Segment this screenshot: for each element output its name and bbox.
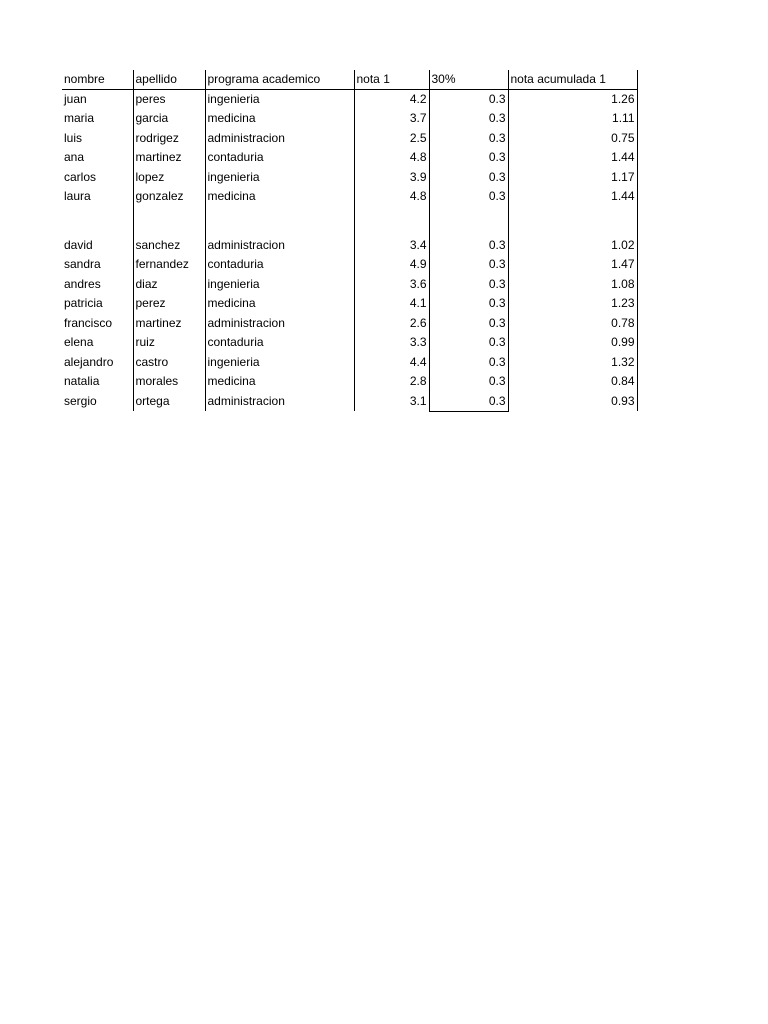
cell-apellido: morales <box>133 372 205 392</box>
header-nota-1: nota 1 <box>354 70 429 90</box>
table-row <box>62 148 637 168</box>
table-row <box>62 275 637 295</box>
table-row <box>62 90 637 110</box>
cell-nota-1: 4.8 <box>354 148 429 168</box>
cell-porcentaje <box>429 207 508 236</box>
cell-apellido: martinez <box>133 148 205 168</box>
cell-nombre: ana <box>64 150 85 165</box>
cell-nota-acumulada: 0.84 <box>508 372 637 392</box>
table-row <box>62 168 637 188</box>
header-30-percent: 30% <box>429 70 508 90</box>
cell-apellido: sanchez <box>133 236 205 256</box>
cell-porcentaje: 0.3 <box>429 353 508 373</box>
table-row <box>62 129 637 149</box>
table-row <box>62 314 637 334</box>
cell-nota-1: 3.6 <box>354 275 429 295</box>
cell-programa <box>205 207 354 236</box>
cell-nota-1: 3.4 <box>354 236 429 256</box>
cell-nombre: david <box>64 237 93 252</box>
cell-apellido: castro <box>133 353 205 373</box>
cell-nota-acumulada: 1.26 <box>508 90 637 110</box>
cell-programa: medicina <box>205 109 354 129</box>
cell-porcentaje: 0.3 <box>429 333 508 353</box>
cell-apellido: perez <box>133 294 205 314</box>
table-row <box>62 372 637 392</box>
cell-nota-1: 3.9 <box>354 168 429 188</box>
cell-nombre: luis <box>64 130 83 145</box>
cell-nota-acumulada: 1.23 <box>508 294 637 314</box>
cell-nota-acumulada: 1.08 <box>508 275 637 295</box>
cell-programa: administracion <box>205 236 354 256</box>
cell-programa: ingenieria <box>205 90 354 110</box>
table-row <box>62 294 637 314</box>
cell-nota-1: 3.7 <box>354 109 429 129</box>
cell-apellido: garcia <box>133 109 205 129</box>
cell-apellido: diaz <box>133 275 205 295</box>
cell-nota-1: 2.6 <box>354 314 429 334</box>
cell-programa: contaduria <box>205 333 354 353</box>
cell-porcentaje: 0.3 <box>429 168 508 188</box>
table-row <box>62 333 637 353</box>
cell-nombre: natalia <box>64 374 100 389</box>
cell-porcentaje: 0.3 <box>429 314 508 334</box>
cell-nota-1: 3.1 <box>354 392 429 412</box>
cell-nota-1: 3.3 <box>354 333 429 353</box>
cell-porcentaje: 0.3 <box>429 275 508 295</box>
cell-nota-acumulada: 1.44 <box>508 148 637 168</box>
cell-porcentaje: 0.3 <box>429 392 508 412</box>
cell-porcentaje: 0.3 <box>429 129 508 149</box>
cell-apellido: ortega <box>133 392 205 412</box>
cell-apellido: lopez <box>133 168 205 188</box>
header-nombre: nombre <box>62 70 133 90</box>
table-row <box>62 255 637 275</box>
table-row <box>62 109 637 129</box>
spreadsheet <box>62 70 638 412</box>
cell-programa: ingenieria <box>205 275 354 295</box>
cell-apellido: gonzalez <box>133 187 205 207</box>
cell-nombre: andres <box>64 276 101 291</box>
cell-nota-acumulada: 1.17 <box>508 168 637 188</box>
cell-nombre: sandra <box>64 257 101 272</box>
cell-nota-acumulada: 1.02 <box>508 236 637 256</box>
table-row <box>62 353 637 373</box>
cell-nota-1: 4.1 <box>354 294 429 314</box>
cell-porcentaje: 0.3 <box>429 236 508 256</box>
cell-porcentaje: 0.3 <box>429 109 508 129</box>
cell-nombre: patricia <box>64 296 103 311</box>
cell-programa: administracion <box>205 129 354 149</box>
cell-apellido <box>133 207 205 236</box>
header-nota-acumulada: nota acumulada 1 <box>508 70 637 90</box>
cell-nombre: juan <box>64 92 87 106</box>
cell-nota-acumulada: 1.32 <box>508 353 637 373</box>
cell-apellido: rodrigez <box>133 129 205 149</box>
cell-nota-acumulada: 0.99 <box>508 333 637 353</box>
cell-nombre: alejandro <box>64 354 114 369</box>
cell-nota-acumulada: 1.47 <box>508 255 637 275</box>
cell-nota-1: 4.8 <box>354 187 429 207</box>
cell-programa: medicina <box>205 294 354 314</box>
cell-nota-1 <box>354 207 429 236</box>
table-row <box>62 392 637 412</box>
cell-nota-1: 2.5 <box>354 129 429 149</box>
cell-nota-acumulada: 0.75 <box>508 129 637 149</box>
header-programa: programa academico <box>205 70 354 90</box>
cell-apellido: fernandez <box>133 255 205 275</box>
table-row <box>62 207 637 236</box>
cell-apellido: peres <box>133 90 205 110</box>
cell-nota-acumulada: 1.44 <box>508 187 637 207</box>
cell-nota-acumulada <box>508 207 637 236</box>
header-apellido: apellido <box>133 70 205 90</box>
cell-programa: administracion <box>205 392 354 412</box>
cell-nota-acumulada: 0.78 <box>508 314 637 334</box>
cell-nota-1: 4.4 <box>354 353 429 373</box>
cell-programa: administracion <box>205 314 354 334</box>
cell-porcentaje: 0.3 <box>429 255 508 275</box>
cell-programa: ingenieria <box>205 353 354 373</box>
cell-apellido: martinez <box>133 314 205 334</box>
cell-programa: medicina <box>205 187 354 207</box>
cell-nota-acumulada: 1.11 <box>508 109 637 129</box>
cell-porcentaje: 0.3 <box>429 187 508 207</box>
cell-programa: ingenieria <box>205 168 354 188</box>
cell-programa: contaduria <box>205 255 354 275</box>
cell-nota-1: 4.2 <box>354 90 429 110</box>
cell-nombre: maria <box>64 111 95 126</box>
cell-porcentaje: 0.3 <box>429 372 508 392</box>
table-row <box>62 187 637 207</box>
cell-nota-1: 4.9 <box>354 255 429 275</box>
cell-nota-acumulada: 0.93 <box>508 392 637 412</box>
cell-porcentaje: 0.3 <box>429 148 508 168</box>
cell-porcentaje: 0.3 <box>429 294 508 314</box>
cell-nombre: francisco <box>64 315 113 330</box>
table-row <box>62 236 637 256</box>
cell-nombre: sergio <box>64 393 97 408</box>
table-body <box>62 90 637 412</box>
cell-nombre: elena <box>64 335 94 350</box>
cell-programa: medicina <box>205 372 354 392</box>
header-row <box>62 70 637 90</box>
cell-porcentaje: 0.3 <box>429 90 508 110</box>
cell-nombre: laura <box>64 189 91 204</box>
cell-nombre: carlos <box>64 169 97 184</box>
cell-apellido: ruiz <box>133 333 205 353</box>
cell-programa: contaduria <box>205 148 354 168</box>
grades-table <box>62 70 638 412</box>
cell-nota-1: 2.8 <box>354 372 429 392</box>
cell-nombre <box>62 207 133 236</box>
